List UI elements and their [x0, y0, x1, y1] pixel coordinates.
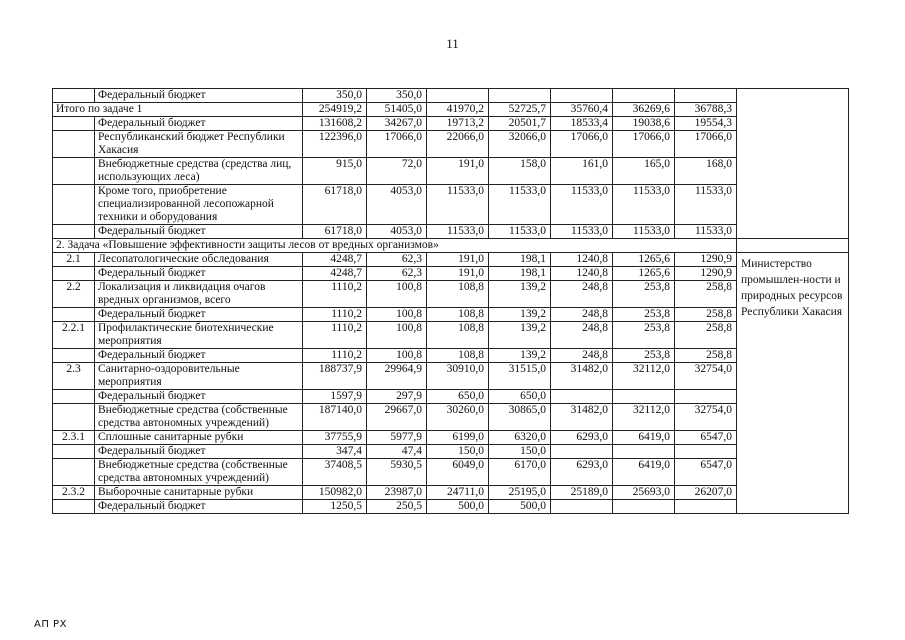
value-cell: 1110,2	[303, 349, 367, 363]
row-code: 2.1	[53, 253, 95, 267]
row-code	[53, 459, 95, 486]
value-cell: 254919,2	[303, 103, 367, 117]
value-cell: 19554,3	[675, 117, 737, 131]
value-cell: 650,0	[489, 390, 551, 404]
row-label: Лесопатологические обследования	[95, 253, 303, 267]
table-row	[53, 267, 849, 281]
value-cell: 500,0	[489, 500, 551, 514]
value-cell: 191,0	[427, 158, 489, 185]
value-cell: 4248,7	[303, 253, 367, 267]
value-cell: 25189,0	[551, 486, 613, 500]
value-cell: 131608,2	[303, 117, 367, 131]
value-cell: 19038,6	[613, 117, 675, 131]
value-cell: 5977,9	[367, 431, 427, 445]
value-cell: 158,0	[489, 158, 551, 185]
value-cell	[551, 390, 613, 404]
value-cell: 188737,9	[303, 363, 367, 390]
row-label: Внебюджетные средства (средства лиц, использующих леса)	[95, 158, 303, 185]
row-code	[53, 225, 95, 239]
value-cell: 23987,0	[367, 486, 427, 500]
row-label: Локализация и ликвидация очагов вредных организмов, всего	[95, 281, 303, 308]
value-cell: 30865,0	[489, 404, 551, 431]
table-row	[53, 185, 849, 225]
value-cell: 100,8	[367, 281, 427, 308]
table-row	[53, 225, 849, 239]
table-row	[53, 89, 849, 103]
value-cell: 1290,9	[675, 267, 737, 281]
row-label: Федеральный бюджет	[95, 225, 303, 239]
table-row	[53, 459, 849, 486]
responsible-cell-empty	[737, 239, 849, 253]
value-cell: 62,3	[367, 253, 427, 267]
value-cell: 198,1	[489, 267, 551, 281]
table-row	[53, 390, 849, 404]
value-cell	[613, 390, 675, 404]
value-cell: 1110,2	[303, 322, 367, 349]
value-cell: 31482,0	[551, 404, 613, 431]
row-code: 2.3	[53, 363, 95, 390]
value-cell: 11533,0	[675, 225, 737, 239]
value-cell	[551, 500, 613, 514]
value-cell: 61718,0	[303, 185, 367, 225]
row-code	[53, 349, 95, 363]
value-cell: 19713,2	[427, 117, 489, 131]
row-code	[53, 308, 95, 322]
value-cell: 650,0	[427, 390, 489, 404]
value-cell	[675, 500, 737, 514]
value-cell: 6170,0	[489, 459, 551, 486]
row-label: Федеральный бюджет	[95, 445, 303, 459]
value-cell: 1110,2	[303, 308, 367, 322]
value-cell: 1290,9	[675, 253, 737, 267]
value-cell: 31515,0	[489, 363, 551, 390]
table-row	[53, 486, 849, 500]
value-cell: 4248,7	[303, 267, 367, 281]
value-cell: 36269,6	[613, 103, 675, 117]
value-cell	[613, 89, 675, 103]
row-label: Внебюджетные средства (собственные средства автономных учреждений)	[95, 404, 303, 431]
value-cell: 6419,0	[613, 431, 675, 445]
value-cell: 253,8	[613, 322, 675, 349]
value-cell: 122396,0	[303, 131, 367, 158]
value-cell: 52725,7	[489, 103, 551, 117]
value-cell	[551, 89, 613, 103]
value-cell	[489, 89, 551, 103]
row-code	[53, 117, 95, 131]
value-cell: 1250,5	[303, 500, 367, 514]
value-cell: 6547,0	[675, 431, 737, 445]
value-cell: 100,8	[367, 308, 427, 322]
table-row	[53, 431, 849, 445]
row-label: Федеральный бюджет	[95, 117, 303, 131]
row-label: Санитарно-оздоровительные мероприятия	[95, 363, 303, 390]
value-cell: 253,8	[613, 308, 675, 322]
table-row	[53, 117, 849, 131]
value-cell: 18533,4	[551, 117, 613, 131]
value-cell: 1110,2	[303, 281, 367, 308]
value-cell: 139,2	[489, 322, 551, 349]
value-cell: 253,8	[613, 281, 675, 308]
value-cell: 250,5	[367, 500, 427, 514]
value-cell: 253,8	[613, 349, 675, 363]
value-cell: 139,2	[489, 281, 551, 308]
row-code: 2.3.2	[53, 486, 95, 500]
row-code	[53, 445, 95, 459]
row-label: Федеральный бюджет	[95, 349, 303, 363]
value-cell: 22066,0	[427, 131, 489, 158]
responsible-executor: Министерство промышлен-ности и природных ресурсов Республики Хакасия	[737, 253, 849, 514]
value-cell: 187140,0	[303, 404, 367, 431]
value-cell	[675, 390, 737, 404]
value-cell: 4053,0	[367, 225, 427, 239]
value-cell: 37755,9	[303, 431, 367, 445]
value-cell: 30910,0	[427, 363, 489, 390]
value-cell: 11533,0	[551, 225, 613, 239]
value-cell: 6049,0	[427, 459, 489, 486]
value-cell: 32754,0	[675, 363, 737, 390]
row-label: Итого по задаче 1	[53, 103, 303, 117]
value-cell: 29667,0	[367, 404, 427, 431]
value-cell: 100,8	[367, 349, 427, 363]
value-cell: 6547,0	[675, 459, 737, 486]
row-label: Федеральный бюджет	[95, 390, 303, 404]
value-cell: 17066,0	[675, 131, 737, 158]
table-row	[53, 363, 849, 390]
value-cell: 6320,0	[489, 431, 551, 445]
value-cell: 41970,2	[427, 103, 489, 117]
row-code: 2.2.1	[53, 322, 95, 349]
value-cell: 1265,6	[613, 267, 675, 281]
value-cell: 20501,7	[489, 117, 551, 131]
value-cell: 258,8	[675, 322, 737, 349]
value-cell: 32754,0	[675, 404, 737, 431]
value-cell: 198,1	[489, 253, 551, 267]
value-cell: 31482,0	[551, 363, 613, 390]
value-cell: 191,0	[427, 267, 489, 281]
value-cell: 191,0	[427, 253, 489, 267]
value-cell: 11533,0	[675, 185, 737, 225]
footer-stamp: АП РХ	[34, 619, 67, 630]
value-cell: 35760,4	[551, 103, 613, 117]
value-cell: 258,8	[675, 349, 737, 363]
value-cell: 30260,0	[427, 404, 489, 431]
table-row	[53, 445, 849, 459]
table-row	[53, 103, 849, 117]
value-cell: 32112,0	[613, 363, 675, 390]
table-row	[53, 349, 849, 363]
row-label: Выборочные санитарные рубки	[95, 486, 303, 500]
page-number: 11	[446, 36, 459, 51]
value-cell: 161,0	[551, 158, 613, 185]
value-cell: 258,8	[675, 308, 737, 322]
value-cell: 25693,0	[613, 486, 675, 500]
table-row	[53, 281, 849, 308]
value-cell: 139,2	[489, 349, 551, 363]
row-code	[53, 390, 95, 404]
value-cell: 150982,0	[303, 486, 367, 500]
value-cell: 11533,0	[551, 185, 613, 225]
table-row	[53, 131, 849, 158]
row-label: Федеральный бюджет	[95, 267, 303, 281]
value-cell: 37408,5	[303, 459, 367, 486]
row-label: Федеральный бюджет	[95, 500, 303, 514]
budget-table	[52, 88, 849, 514]
value-cell: 168,0	[675, 158, 737, 185]
section-title: 2. Задача «Повышение эффективности защиты лесов от вредных организмов»	[53, 239, 737, 253]
value-cell: 1240,8	[551, 267, 613, 281]
value-cell: 248,8	[551, 281, 613, 308]
row-label: Федеральный бюджет	[95, 308, 303, 322]
row-code	[53, 89, 95, 103]
row-label: Сплошные санитарные рубки	[95, 431, 303, 445]
value-cell: 108,8	[427, 308, 489, 322]
value-cell: 11533,0	[427, 185, 489, 225]
value-cell	[613, 445, 675, 459]
row-label: Профилактические биотехнические мероприятия	[95, 322, 303, 349]
value-cell: 915,0	[303, 158, 367, 185]
value-cell: 24711,0	[427, 486, 489, 500]
value-cell: 6199,0	[427, 431, 489, 445]
value-cell: 11533,0	[489, 225, 551, 239]
row-label: Республиканский бюджет Республики Хакасия	[95, 131, 303, 158]
value-cell: 108,8	[427, 281, 489, 308]
row-code: 2.2	[53, 281, 95, 308]
value-cell: 248,8	[551, 349, 613, 363]
row-label: Кроме того, приобретение специализированной лесопожарной техники и оборудования	[95, 185, 303, 225]
value-cell: 1597,9	[303, 390, 367, 404]
row-code: 2.3.1	[53, 431, 95, 445]
value-cell	[427, 89, 489, 103]
value-cell: 11533,0	[613, 185, 675, 225]
value-cell: 34267,0	[367, 117, 427, 131]
value-cell: 32066,0	[489, 131, 551, 158]
value-cell: 1240,8	[551, 253, 613, 267]
value-cell: 150,0	[489, 445, 551, 459]
table-row	[53, 500, 849, 514]
value-cell	[675, 89, 737, 103]
row-label: Федеральный бюджет	[95, 89, 303, 103]
table-row	[53, 253, 849, 267]
value-cell: 108,8	[427, 322, 489, 349]
section-row	[53, 239, 849, 253]
value-cell: 350,0	[303, 89, 367, 103]
value-cell: 62,3	[367, 267, 427, 281]
value-cell: 11533,0	[427, 225, 489, 239]
value-cell: 6419,0	[613, 459, 675, 486]
value-cell: 165,0	[613, 158, 675, 185]
row-code	[53, 404, 95, 431]
value-cell: 4053,0	[367, 185, 427, 225]
value-cell: 248,8	[551, 308, 613, 322]
value-cell: 61718,0	[303, 225, 367, 239]
table-row	[53, 158, 849, 185]
value-cell: 25195,0	[489, 486, 551, 500]
row-code	[53, 131, 95, 158]
table-row	[53, 322, 849, 349]
value-cell: 11533,0	[489, 185, 551, 225]
value-cell: 72,0	[367, 158, 427, 185]
value-cell: 258,8	[675, 281, 737, 308]
value-cell: 26207,0	[675, 486, 737, 500]
value-cell: 297,9	[367, 390, 427, 404]
value-cell: 32112,0	[613, 404, 675, 431]
row-code	[53, 158, 95, 185]
value-cell: 1265,6	[613, 253, 675, 267]
value-cell	[675, 445, 737, 459]
value-cell: 350,0	[367, 89, 427, 103]
row-code	[53, 267, 95, 281]
table-row	[53, 308, 849, 322]
value-cell: 17066,0	[367, 131, 427, 158]
value-cell: 29964,9	[367, 363, 427, 390]
row-code	[53, 500, 95, 514]
value-cell: 6293,0	[551, 459, 613, 486]
table-row	[53, 404, 849, 431]
value-cell: 500,0	[427, 500, 489, 514]
value-cell: 47,4	[367, 445, 427, 459]
value-cell: 36788,3	[675, 103, 737, 117]
value-cell	[613, 500, 675, 514]
value-cell: 248,8	[551, 322, 613, 349]
value-cell: 108,8	[427, 349, 489, 363]
value-cell: 100,8	[367, 322, 427, 349]
value-cell: 51405,0	[367, 103, 427, 117]
value-cell: 347,4	[303, 445, 367, 459]
row-label: Внебюджетные средства (собственные средства автономных учреждений)	[95, 459, 303, 486]
value-cell: 150,0	[427, 445, 489, 459]
value-cell: 17066,0	[613, 131, 675, 158]
value-cell: 5930,5	[367, 459, 427, 486]
value-cell	[551, 445, 613, 459]
responsible-cell-empty	[737, 89, 849, 239]
value-cell: 6293,0	[551, 431, 613, 445]
row-code	[53, 185, 95, 225]
value-cell: 139,2	[489, 308, 551, 322]
value-cell: 11533,0	[613, 225, 675, 239]
value-cell: 17066,0	[551, 131, 613, 158]
